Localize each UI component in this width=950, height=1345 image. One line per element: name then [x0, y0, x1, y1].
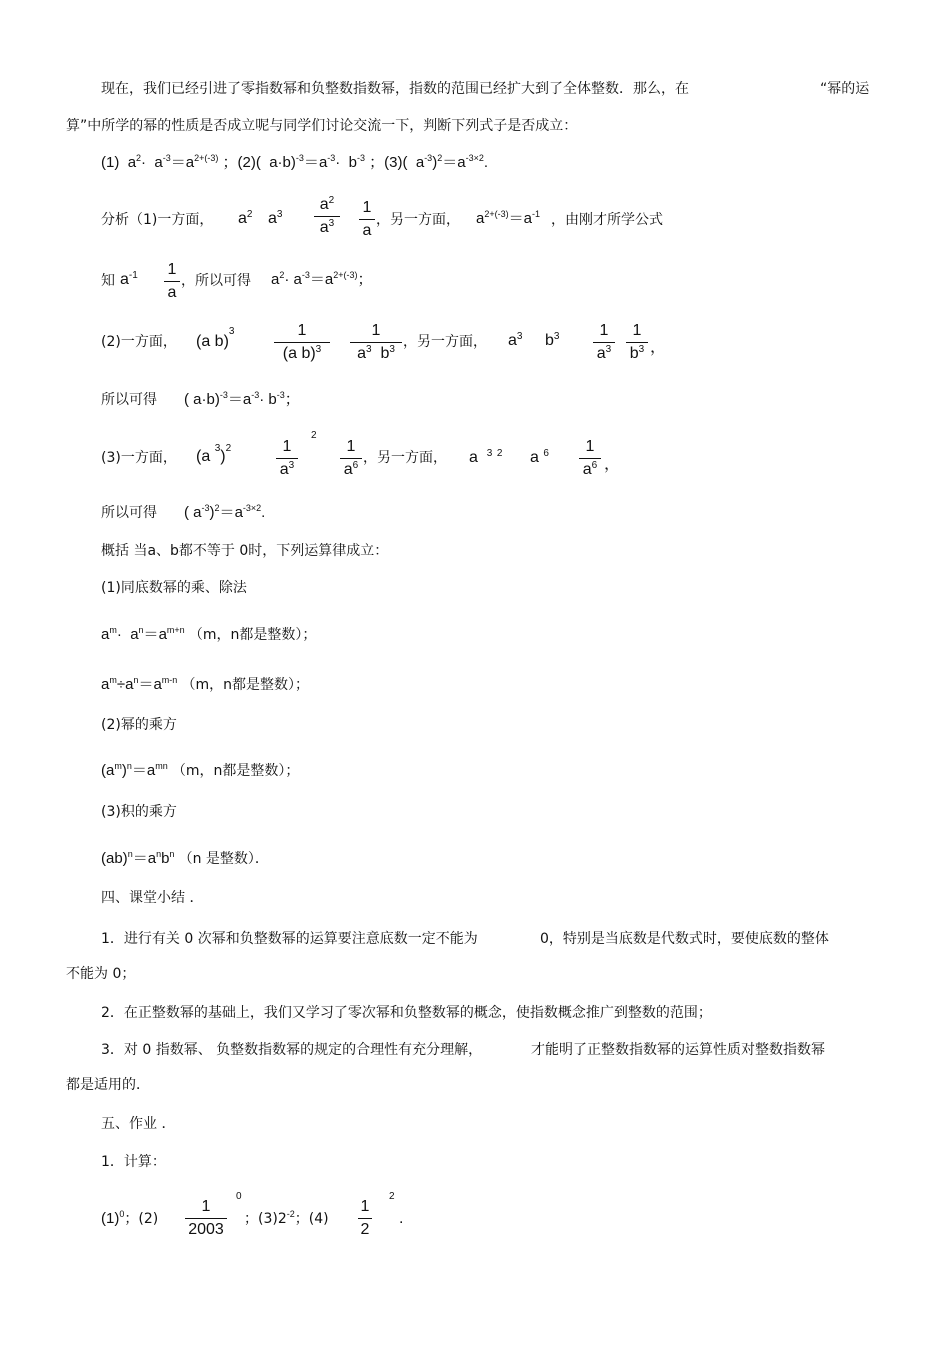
numerator: 1 — [585, 438, 595, 455]
a: a — [319, 219, 329, 236]
part3-other: ，另一方面， — [363, 450, 447, 466]
denominator — [340, 460, 362, 480]
q1-exp: 2 — [136, 153, 142, 163]
exp: 3 — [389, 344, 395, 355]
part2-b3 — [545, 332, 559, 350]
rule1a — [101, 626, 316, 644]
a: a — [357, 345, 366, 362]
a: a — [582, 461, 592, 478]
fraction-bar — [314, 216, 340, 217]
numerator: 1 — [201, 1198, 211, 1215]
a: a — [469, 449, 478, 466]
denominator — [626, 344, 648, 364]
fraction-1-over-a6 — [340, 437, 362, 480]
exp: m+n — [166, 625, 185, 635]
q1-base: a — [127, 154, 137, 171]
rule3: $(ab)^n=a^nb^n$ （n 是整数）． — [101, 849, 269, 867]
fraction-a2-over-a3 — [314, 195, 340, 238]
fraction-1-over-ab3 — [274, 321, 330, 364]
know-label: 知 — [101, 273, 115, 289]
analysis-1-label: 分析（1)一方面， — [101, 212, 214, 228]
so-label-3: 所以可得 — [101, 505, 157, 521]
analysis-1-a3 — [268, 210, 282, 228]
fraction-1-over-a3 — [593, 321, 615, 364]
a: a — [101, 626, 110, 643]
hw-end: . — [399, 1210, 404, 1227]
q3-exp3: -3×2 — [465, 153, 484, 163]
fraction-1-over-2 — [358, 1197, 372, 1240]
a-inverse — [120, 271, 138, 289]
numerator: 1 — [282, 438, 292, 455]
div: ÷ — [116, 676, 126, 693]
eq: ＝ — [508, 210, 524, 227]
so-label-1: ，所以可得 — [181, 273, 251, 289]
rule3-title: (3)积的乘方 — [101, 804, 177, 820]
q2-exp: -3 — [295, 153, 304, 163]
exp: 2 — [279, 270, 285, 280]
fraction-1-over-b3 — [626, 321, 648, 364]
exp: m — [109, 675, 117, 685]
q3-close: ) — [432, 154, 438, 171]
exp: 3 — [328, 218, 335, 229]
rule1-title: (1)同底数幂的乘、除法 — [101, 580, 247, 596]
fraction-bar — [358, 1218, 372, 1219]
rule2: $(a^m)^n=a^{mn}$ （m，n都是整数）； — [101, 761, 300, 779]
a: a — [271, 271, 280, 288]
numerator: 1 — [297, 322, 307, 339]
q1-base2: a — [154, 154, 163, 171]
eq: ＝ — [138, 676, 154, 693]
q1-dot: · — [141, 154, 147, 171]
part3-a3-sq — [196, 443, 232, 466]
q2-bexp: -3 — [356, 153, 365, 163]
denominator: a — [167, 284, 177, 301]
so-expr-1 — [271, 271, 373, 289]
analysis-1-a2 — [238, 210, 252, 228]
part2-label: (2)一方面， — [101, 334, 177, 350]
exp: m — [114, 761, 122, 771]
a: (a — [196, 448, 211, 465]
part3-a-32 — [469, 449, 502, 467]
q2-label: ；(2)( — [222, 154, 261, 171]
rule2-title: (2)幂的乘方 — [101, 717, 177, 733]
dot: · — [116, 626, 122, 643]
note: （m，n都是整数）； — [181, 677, 309, 693]
part3-comma: ， — [604, 456, 621, 473]
exp: 3 — [214, 443, 221, 454]
so-expr-3: ( $a^{-3})^2=a^{-3\times 2}$. — [184, 503, 266, 521]
q2-b: b — [348, 154, 357, 171]
analysis-1-expr — [476, 210, 540, 228]
part3-a6 — [530, 449, 549, 467]
section5-title: 五、作业 ． — [101, 1116, 176, 1132]
numerator: 1 — [599, 322, 609, 339]
exp: -3 — [251, 390, 260, 400]
denominator: 2003 — [188, 1221, 224, 1238]
a: a — [147, 850, 157, 867]
numerator: 1 — [632, 322, 642, 339]
label: (1) — [101, 1210, 120, 1227]
exp2: 2 — [225, 443, 232, 454]
section4-p3b: 才能明了正整数指数幂的运算性质对整数指数幂 — [531, 1042, 825, 1058]
fraction-1-over-a3b3 — [350, 321, 402, 364]
exp: 6 — [591, 460, 598, 471]
exp: 2+(-3) — [484, 209, 509, 219]
questions-line — [101, 154, 488, 172]
exp: n — [169, 849, 175, 859]
hw-part1 — [101, 1210, 158, 1228]
q3-a: a — [415, 154, 425, 171]
exp: n — [156, 849, 162, 859]
q2-ab: a·b) — [269, 154, 296, 171]
note: （m，n都是整数）； — [188, 627, 317, 643]
rule1b — [101, 676, 309, 694]
q3-exp2: 2 — [437, 153, 443, 163]
section4-p3a: 3．对 0 指数幂、 负整数指数幂的规定的合理性有充分理解， — [101, 1042, 483, 1058]
exp: n — [127, 849, 133, 859]
denominator — [350, 344, 402, 364]
fraction-bar — [164, 281, 180, 282]
q3-end: . — [483, 154, 489, 171]
fraction-1-over-a-2 — [164, 260, 180, 303]
intro-line-2: 算”中所学的幂的性质是否成立呢与同学们讨论交流一下，判断下列式子是否成立： — [66, 118, 578, 134]
fraction-1-over-a3-sq — [276, 437, 298, 480]
exp: -3 — [276, 390, 285, 400]
numerator: 1 — [360, 1198, 370, 1215]
so-expr-2: ( $a\cdot b)^{-3}=a^{-3}\cdot b^{-3}$； — [184, 390, 300, 408]
a: a — [530, 449, 539, 466]
denominator — [593, 344, 615, 364]
section4-p3c: 都是适用的． — [66, 1077, 150, 1093]
exp: -2 — [286, 1209, 295, 1219]
note: （m，n都是整数）； — [171, 763, 300, 779]
a: a — [242, 391, 252, 408]
hw-part3 — [244, 1210, 329, 1228]
part2-other: ，另一方面， — [403, 334, 487, 350]
denominator: 2 — [360, 1221, 370, 1238]
exp: m — [109, 625, 117, 635]
numerator: 1 — [346, 438, 356, 455]
eq: ＝ — [131, 762, 147, 779]
denominator — [274, 344, 330, 364]
fraction-bar — [579, 458, 601, 459]
exp: 3 — [315, 344, 322, 355]
exp: 2 — [246, 209, 253, 220]
exp: 3 — [276, 209, 283, 220]
exp2: 2 — [214, 503, 220, 513]
note: （n 是整数）． — [178, 851, 269, 867]
exp: -3 — [201, 503, 210, 513]
q1-exp3: 2+(-3) — [194, 153, 219, 163]
ab: (a b) — [282, 345, 316, 362]
analysis-1-other: ，另一方面， — [376, 212, 460, 228]
q3-a2: a — [457, 154, 466, 171]
fraction-bar — [274, 342, 330, 343]
q2-dot: · — [335, 154, 341, 171]
intro-line-1a: 现在，我们已经引进了零指数幂和负整数指数幂，指数的范围已经扩大到了全体整数．那么，在 — [101, 81, 689, 97]
fraction-1-over-a — [359, 198, 375, 241]
q1-exp2: -3 — [162, 153, 171, 163]
intro-line-1b: “幂的运 — [820, 81, 870, 97]
a: a — [596, 345, 606, 362]
exp3: -3×2 — [242, 503, 262, 513]
exp: -3 — [219, 390, 228, 400]
exp: m-n — [161, 675, 178, 685]
part3-label: (3)一方面， — [101, 450, 177, 466]
a: a — [343, 461, 353, 478]
exp: n — [138, 625, 144, 635]
a: a — [324, 271, 334, 288]
exp2: n — [126, 761, 132, 771]
ab: a·b) — [193, 391, 220, 408]
a-base: a — [268, 210, 277, 227]
section5-item: 1．计算： — [101, 1154, 166, 1170]
eq: ＝ — [132, 850, 148, 867]
a: a — [319, 196, 329, 213]
exp: -3 — [301, 270, 310, 280]
section4-p1b: 0，特别是当底数是代数式时，要使底数的整体 — [540, 931, 829, 947]
fraction-bar — [185, 1218, 227, 1219]
a: a — [101, 676, 110, 693]
section4-p1a: 1．进行有关 0 次幂和负整数幂的运算要注意底数一定不能为 — [101, 931, 478, 947]
q2-a: a — [318, 154, 328, 171]
exp: 3 — [638, 344, 645, 355]
fraction-1-over-a6-b — [579, 437, 601, 480]
part3-outer-exp: 2 — [311, 430, 317, 441]
label4: ；(4) — [294, 1211, 329, 1227]
b: b — [629, 345, 639, 362]
b: b — [161, 850, 170, 867]
close: ) — [220, 448, 226, 465]
section4-title: 四、课堂小结 ． — [101, 890, 204, 906]
exp: 3 — [553, 331, 560, 342]
a: a — [130, 626, 139, 643]
denominator — [276, 460, 298, 480]
numerator — [314, 195, 340, 215]
dot: · — [284, 271, 290, 288]
exp: 3 — [228, 326, 235, 337]
a: a — [120, 271, 129, 288]
a: a — [523, 210, 532, 227]
a: a — [158, 626, 167, 643]
q1-label: (1) — [101, 154, 120, 171]
summary-intro: 概括 当a、b都不等于 0时，下列运算律成立： — [101, 543, 389, 559]
fraction-bar — [359, 219, 375, 220]
ab: (a b) — [196, 333, 229, 350]
fraction-1-over-2003 — [185, 1197, 227, 1240]
label: ；(3)2 — [244, 1211, 287, 1227]
a: a — [234, 504, 243, 521]
semi: ； — [284, 391, 300, 408]
so-label-2: 所以可得 — [101, 392, 157, 408]
end: . — [261, 504, 266, 521]
exp: 2 — [328, 195, 335, 206]
q3-aexp: -3 — [424, 153, 433, 163]
fraction-bar — [593, 342, 615, 343]
q3-label: ；(3)( — [369, 154, 408, 171]
q2-eq: ＝ — [303, 154, 319, 171]
exp: 6 — [352, 460, 359, 471]
eq: ＝ — [219, 504, 235, 521]
exp: 2+(-3) — [333, 270, 358, 280]
denominator: a — [362, 222, 372, 239]
semi: ； — [357, 271, 373, 288]
exp: 0 — [119, 1209, 125, 1219]
b: b — [545, 332, 554, 349]
eq: ＝ — [309, 271, 325, 288]
dot: · — [259, 391, 265, 408]
a: a — [106, 762, 115, 779]
denominator — [314, 218, 340, 238]
a: a — [279, 461, 289, 478]
close: ) — [209, 504, 215, 521]
exp: 3 — [486, 448, 493, 459]
fraction-bar — [626, 342, 648, 343]
b: b — [268, 391, 277, 408]
eq: ＝ — [143, 626, 159, 643]
a: a — [153, 676, 162, 693]
denominator — [579, 460, 601, 480]
fraction-bar — [340, 458, 362, 459]
a: a — [193, 504, 202, 521]
exp: -1 — [128, 270, 138, 281]
exp: 3 — [516, 331, 523, 342]
sep: ；(2) — [124, 1211, 159, 1227]
exp: 6 — [543, 448, 549, 459]
exp: -1 — [531, 209, 540, 219]
q1-eq: ＝ — [170, 154, 186, 171]
a: a — [146, 762, 156, 779]
fraction-bar — [276, 458, 298, 459]
a: a — [125, 676, 134, 693]
part2-a3 — [508, 332, 522, 350]
numerator: 1 — [371, 322, 381, 339]
section4-p2: 2．在正整数幂的基础上，我们又学习了零次幂和负整数幂的概念，使指数概念推广到整数的范围； — [101, 1005, 712, 1021]
exp: 3 — [288, 460, 295, 471]
exp: mn — [155, 761, 168, 771]
exp: 3 — [365, 344, 372, 355]
analysis-1-derive: ，由刚才所学公式 — [551, 212, 663, 228]
q2-aexp: -3 — [327, 153, 336, 163]
b: b — [380, 345, 390, 362]
a: a — [508, 332, 517, 349]
section4-p1c: 不能为 0； — [66, 966, 136, 982]
eq: ＝ — [227, 391, 243, 408]
numerator: 1 — [167, 261, 177, 278]
part2-comma: ， — [650, 339, 667, 356]
numerator: 1 — [362, 199, 372, 216]
hw4-exp: 2 — [389, 1191, 395, 1202]
part2-ab — [196, 326, 235, 351]
exp: n — [133, 675, 139, 685]
q3-eq: ＝ — [442, 154, 458, 171]
exp: 3 — [605, 344, 612, 355]
a: a — [293, 271, 302, 288]
a-base: a — [238, 210, 247, 227]
exp2: 2 — [496, 448, 503, 459]
hw2-exp: 0 — [236, 1191, 242, 1202]
fraction-bar — [350, 342, 402, 343]
a: a — [476, 210, 485, 227]
q1-base3: a — [185, 154, 195, 171]
